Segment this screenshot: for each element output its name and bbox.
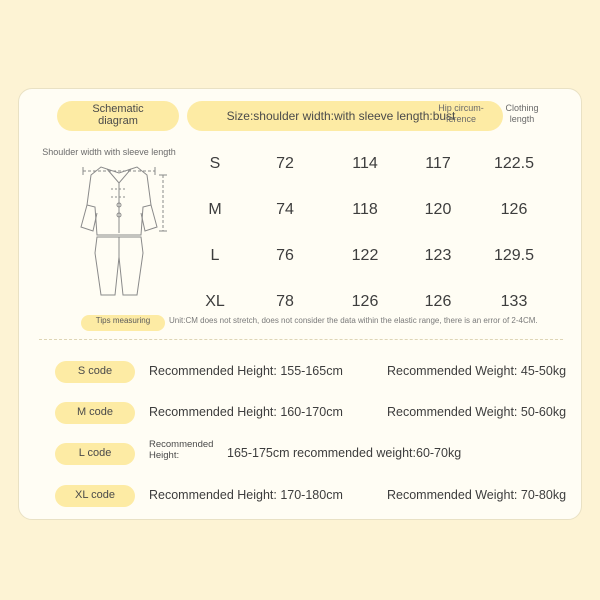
cell-bust: 118: [352, 201, 378, 218]
cell-size: M: [208, 201, 222, 218]
size-chart-card: [18, 88, 582, 520]
schematic-label-line1: Schematic: [92, 103, 144, 115]
hip-circumference-header: [431, 103, 491, 125]
cell-size: L: [210, 247, 220, 264]
cell-hip: 120: [424, 201, 452, 218]
cell-bust: 122: [351, 247, 379, 264]
cell-shoulder: 76: [276, 247, 294, 264]
clothing-length-header: [491, 103, 553, 125]
size-code-label: L code: [78, 447, 112, 459]
clothing-header-line1: Clothing: [505, 103, 539, 113]
table-row: [187, 187, 555, 233]
recommendation-row-m: [19, 402, 581, 436]
table-row: [187, 233, 555, 279]
recommended-height-line2: Height:: [149, 450, 180, 461]
cell-hip: 117: [425, 155, 451, 172]
table-row: [187, 141, 555, 187]
recommended-weight: Recommended Weight: 70-80kg: [387, 488, 567, 502]
recommended-weight: Recommended Weight: 45-50kg: [387, 364, 567, 378]
section-divider: [39, 339, 563, 340]
cell-shoulder: 72: [276, 155, 294, 172]
cell-length: 129.5: [493, 247, 535, 264]
clothing-header-line2: length: [509, 114, 535, 124]
cell-size: S: [209, 155, 221, 172]
cell-length: 122.5: [493, 155, 535, 172]
recommended-height: Recommended Height: 170-180cm: [149, 488, 343, 502]
cell-hip: 126: [424, 293, 452, 310]
cell-hip: 123: [424, 247, 452, 264]
recommendation-row-s: [19, 361, 581, 395]
recommended-height-line1: Recommended: [149, 439, 214, 450]
cell-length: 133: [500, 293, 528, 310]
hip-header-line2: ference: [445, 114, 477, 124]
size-columns-label: Size:shoulder width:with sleeve length:bust: [226, 109, 456, 123]
hip-header-line1: Hip circum-: [438, 103, 484, 113]
recommended-height-label: [149, 439, 223, 461]
table-header-row: [19, 99, 581, 135]
recommendation-row-xl: [19, 485, 581, 519]
cell-bust: 126: [351, 293, 379, 310]
size-code-label: XL code: [75, 489, 115, 501]
garment-illustration: [67, 157, 171, 302]
recommended-weight: Recommended Weight: 50-60kg: [387, 405, 567, 419]
schematic-label-line2: diagram: [98, 115, 138, 127]
recommended-height: Recommended Height: 160-170cm: [149, 405, 343, 419]
recommendation-row-l: [19, 439, 581, 477]
illustration-caption: Shoulder width with sleeve length: [42, 147, 176, 157]
tips-badge-label: Tips measuring: [95, 316, 151, 325]
recommended-height-weight: 165-175cm recommended weight:60-70kg: [227, 446, 462, 460]
cell-bust: 114: [352, 155, 378, 172]
schematic-badge-label: [63, 103, 173, 127]
recommended-height: Recommended Height: 155-165cm: [149, 364, 343, 378]
cell-shoulder: 74: [276, 201, 294, 218]
measurements-table: [187, 141, 555, 325]
size-code-label: S code: [77, 365, 113, 377]
cell-length: 126: [500, 201, 528, 218]
cell-size: XL: [205, 293, 225, 310]
size-code-label: M code: [76, 406, 114, 418]
cell-shoulder: 78: [276, 293, 294, 310]
measurement-note: Unit:CM does not stretch, does not consider the data within the elastic range, there is an error of 2-4CM.: [169, 316, 538, 325]
